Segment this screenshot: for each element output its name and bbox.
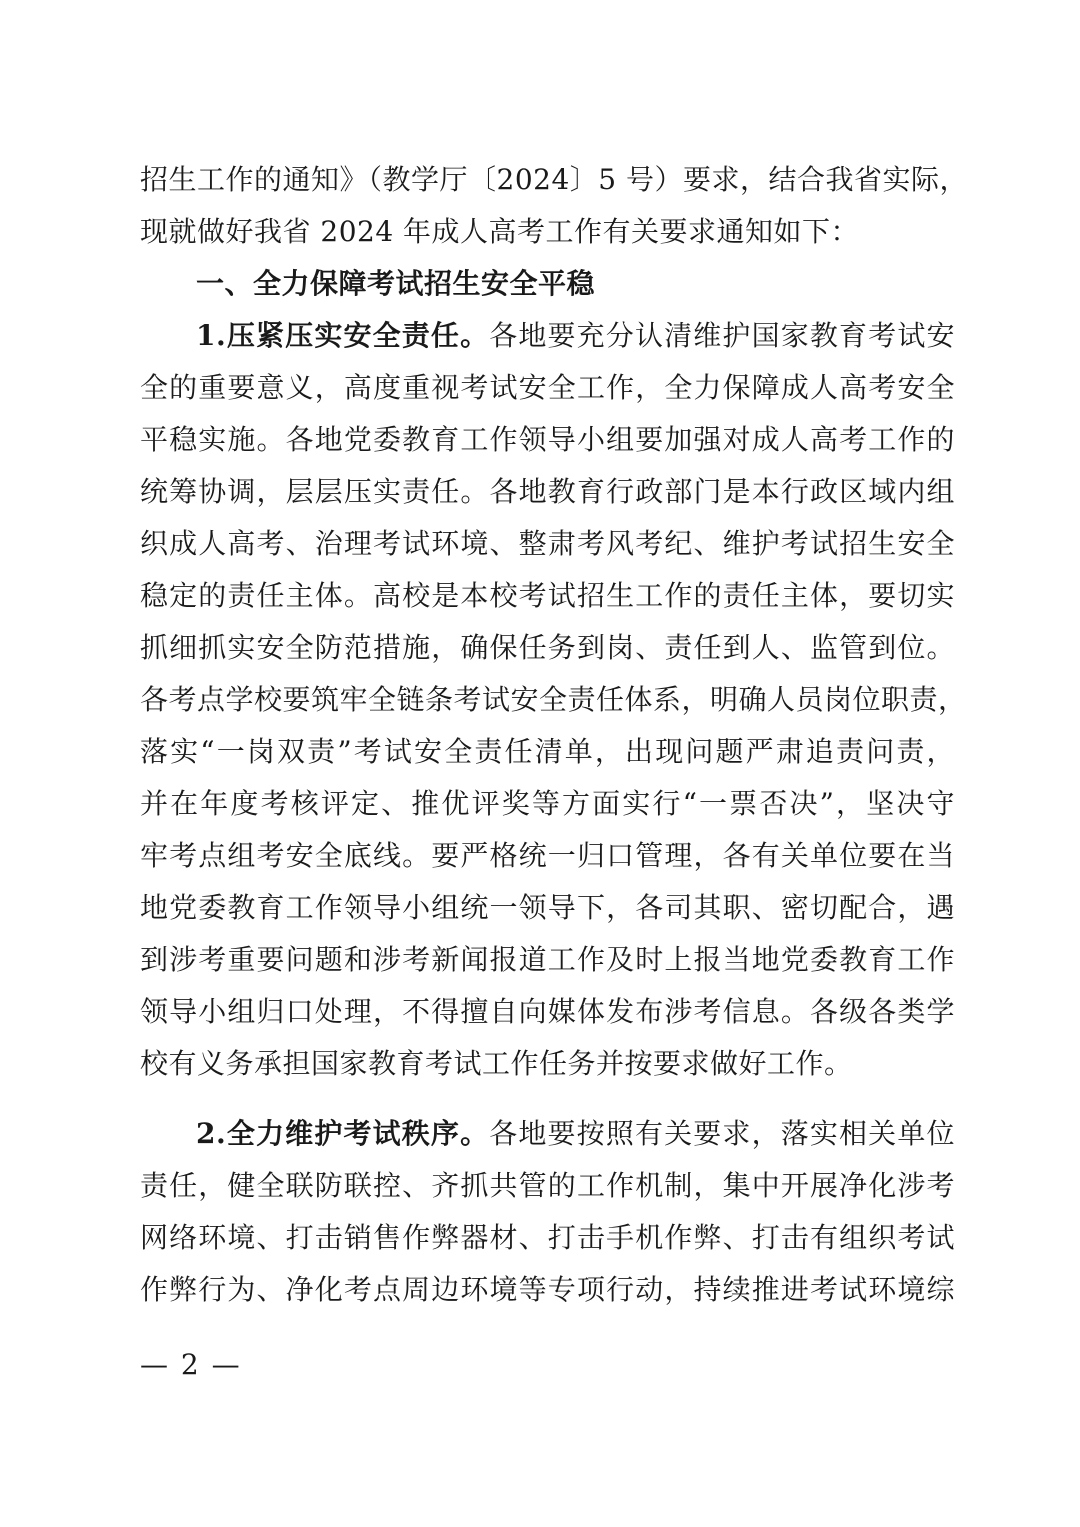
paragraph-line: 网络环境、打击销售作弊器材、打击手机作弊、打击有组织考试 [140,1221,955,1254]
paragraph-line: 稳定的责任主体。高校是本校考试招生工作的责任主体，要切实 [140,579,955,612]
paragraph-line: 领导小组归口处理，不得擅自向媒体发布涉考信息。各级各类学 [140,995,955,1028]
paragraph-line: 落实“一岗双责”考试安全责任清单，出现问题严肃追责问责， [140,735,955,768]
item1-title: 1.压紧压实安全责任。 [196,319,490,352]
item1-first-line-text: 各地要充分认清维护国家教育考试安 [489,319,955,352]
item2-first-line [196,1111,955,1157]
paragraph-line: 牢考点组考安全底线。要严格统一归口管理，各有关单位要在当 [140,839,955,872]
page-number: — 2 — [140,1348,242,1381]
paragraph-line: 抓细抓实安全防范措施，确保任务到岗、责任到人、监管到位。 [140,631,955,664]
paragraph-line: 校有义务承担国家教育考试工作任务并按要求做好工作。 [140,1047,853,1080]
paragraph-line: 责任，健全联防联控、齐抓共管的工作机制，集中开展净化涉考 [140,1169,955,1202]
paragraph-line: 各考点学校要筑牢全链条考试安全责任体系，明确人员岗位职责， [140,683,967,716]
paragraph-line: 统筹协调，层层压实责任。各地教育行政部门是本行政区域内组 [140,475,955,508]
paragraph-line: 并在年度考核评定、推优评奖等方面实行“一票否决”，坚决守 [140,787,955,820]
paragraph-line: 作弊行为、净化考点周边环境等专项行动，持续推进考试环境综 [140,1273,955,1306]
item2-first-line-text: 各地要按照有关要求，落实相关单位 [489,1117,955,1150]
intro-line-2: 现就做好我省 2024 年成人高考工作有关要求通知如下： [140,215,860,248]
paragraph-line: 全的重要意义，高度重视考试安全工作，全力保障成人高考安全 [140,371,955,404]
paragraph-line: 平稳实施。各地党委教育工作领导小组要加强对成人高考工作的 [140,423,955,456]
paragraph-line: 地党委教育工作领导小组统一领导下，各司其职、密切配合，遇 [140,891,955,924]
section-heading: 一、全力保障考试招生安全平稳 [196,267,596,300]
paragraph-line: 织成人高考、治理考试环境、整肃考风考纪、维护考试招生安全 [140,527,955,560]
paragraph-line: 到涉考重要问题和涉考新闻报道工作及时上报当地党委教育工作 [140,943,955,976]
item2-title: 2.全力维护考试秩序。 [196,1117,490,1150]
item1-first-line [196,313,955,359]
intro-line-1: 招生工作的通知》（教学厅〔2024〕5 号）要求，结合我省实际， [140,163,968,196]
